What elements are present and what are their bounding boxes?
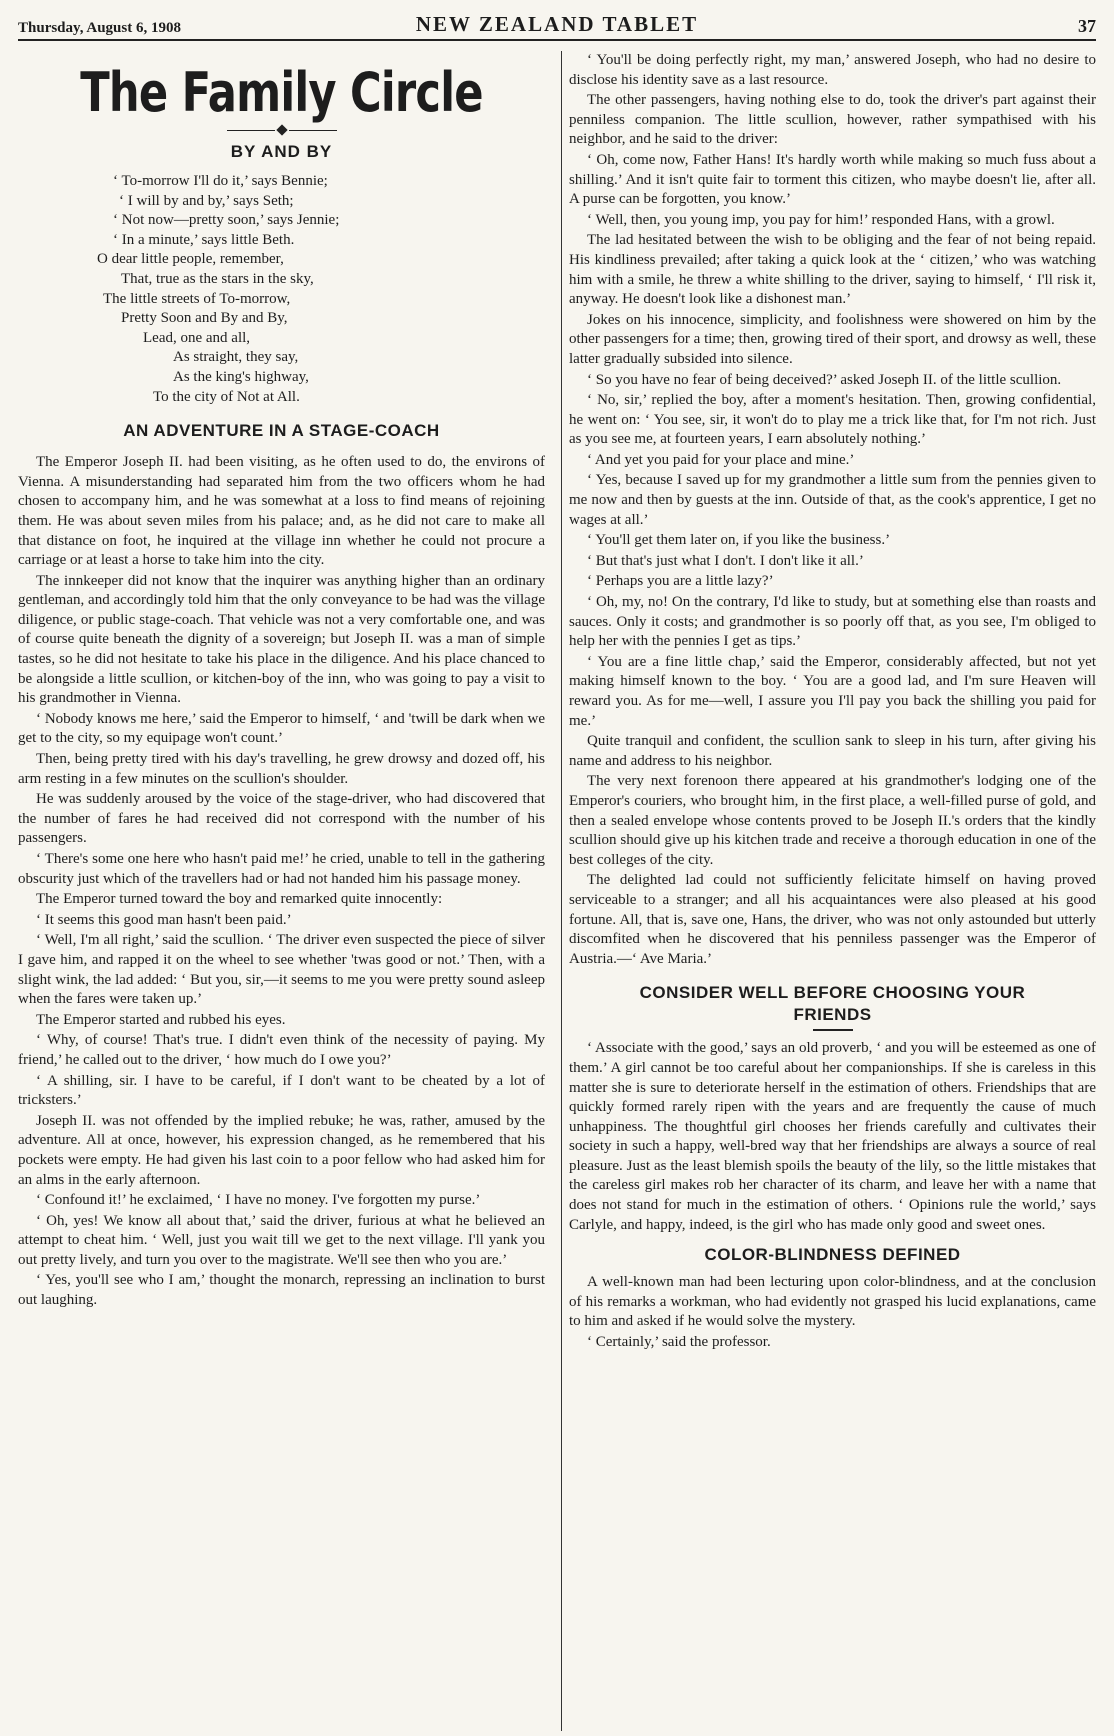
poem-title: BY AND BY — [230, 142, 333, 161]
article-paragraph: ‘ It seems this good man hasn't been paid.’ — [36, 911, 292, 928]
article-paragraph: ‘ You are a fine little chap,’ said the Emperor, considerably affected, but not yet making himself known to the boy. ‘ You are a good lad, and I'm sure Heaven will reward you. As for me—well, I assure you I'll pay you back the shilling you paid for me.’ — [569, 653, 1096, 729]
poem-line: ‘ To-morrow I'll do it,’ says Bennie; — [113, 173, 328, 189]
poem-line: As the king's highway, — [173, 368, 309, 385]
article-paragraph: ‘ But that's just what I don't. I don't like it all.’ — [587, 552, 864, 569]
poem-line: That, true as the stars in the sky, — [121, 270, 314, 287]
article-paragraph: Jokes on his innocence, simplicity, and foolishness were showered on him by the other passengers for a time; then, growing tired of their sport, and drowsy as well, these latter gradually subsided into silence. — [569, 311, 1096, 367]
publication-title: NEW ZEALAND TABLET — [415, 12, 699, 36]
article-paragraph: ‘ And yet you paid for your place and mine.’ — [587, 451, 855, 468]
adventure-title: AN ADVENTURE IN A STAGE-COACH — [123, 421, 440, 441]
poem-line: ‘ In a minute,’ says little Beth. — [113, 231, 295, 248]
article-paragraph: Then, being pretty tired with his day's travelling, he grew drowsy and dozed off, his arm resting in a few minutes on the scullion's shoulder. — [18, 751, 545, 787]
page-header — [18, 12, 1096, 41]
color-blindness-title: COLOR-BLINDNESS DEFINED — [704, 1245, 961, 1265]
columns — [18, 51, 1096, 1736]
page-number: 37 — [1078, 16, 1096, 36]
article-paragraph: ‘ Well, I'm all right,’ said the scullion. ‘ The driver even suspected the piece of silver I gave him, and rapped it on the wheel to see whether 'twas good or not.’ Then, with a slight wink, the lad added: ‘ But you, sir,—it seems to me you were pretty sound asleep when the fares were taken up.’ — [18, 932, 545, 1008]
poem-line: To the city of Not at All. — [153, 388, 300, 405]
article-paragraph: Quite tranquil and confident, the scullion sank to sleep in his turn, after giving his name and address to his neighbor. — [569, 733, 1096, 769]
poem — [97, 172, 545, 407]
right-column — [569, 51, 1096, 1736]
consider-friends-title: CONSIDER WELL BEFORE CHOOSING YOUR — [639, 983, 1026, 1003]
article-paragraph: A well-known man had been lecturing upon color-blindness, and at the conclusion of his remarks a workman, who had evidently not grasped his lucid explanations, came to him and asked if he would solve the mystery. — [569, 1274, 1096, 1330]
ornament-rule — [18, 126, 545, 134]
article-paragraph: The Emperor turned toward the boy and remarked quite innocently: — [36, 891, 443, 908]
article-paragraph: ‘ You'll get them later on, if you like the business.’ — [587, 532, 891, 549]
issue-date: Thursday, August 6, 1908 — [18, 20, 181, 36]
article-paragraph: ‘ Yes, because I saved up for my grandmother a little sum from the pennies given to me now and then by guests at the inn. Outside of that, as the cook's apprentice, I get no wages at all.’ — [569, 472, 1096, 528]
diamond-ornament-icon — [276, 124, 287, 135]
article-paragraph: ‘ There's some one here who hasn't paid me!’ he cried, unable to tell in the gathering obscurity just which of the travellers had or had not handed him his passage money. — [18, 851, 545, 887]
article-paragraph: ‘ Why, of course! That's true. I didn't even think of the necessity of paying. My friend,’ he called out to the driver, ‘ how much do I owe you?’ — [18, 1032, 545, 1068]
article-paragraph: ‘ So you have no fear of being deceived?’ asked Joseph II. of the little scullion. — [587, 371, 1062, 388]
article-paragraph: ‘ Confound it!’ he exclaimed, ‘ I have no money. I've forgotten my purse.’ — [36, 1192, 481, 1209]
article-paragraph: ‘ No, sir,’ replied the boy, after a moment's hesitation. Then, growing confidential, he went on: ‘ You see, sir, it won't do to play me a trick like that, for I'm not rich. Just as you see me, at fourteen years, I earn absolutely nothing.’ — [569, 392, 1096, 448]
poem-line: As straight, they say, — [173, 349, 299, 366]
article-paragraph: ‘ Certainly,’ said the professor. — [587, 1334, 771, 1351]
poem-line: ‘ Not now—pretty soon,’ says Jennie; — [113, 212, 340, 229]
left-column — [18, 51, 545, 1736]
article-paragraph: The other passengers, having nothing else to do, took the driver's part against their penniless companion. The little scullion, however, rather sympathised with his neighbor, and he said to the driver: — [569, 92, 1096, 148]
article-paragraph: ‘ Oh, come now, Father Hans! It's hardly worth while making so much fuss about a shilling.’ And it isn't quite fair to torment this citizen, who maybe doesn't lie, after all. A purse can be forgotten, you know.’ — [569, 151, 1096, 208]
article-paragraph: ‘ Perhaps you are a little lazy?’ — [587, 573, 774, 590]
poem-line: The little streets of To-morrow, — [103, 290, 291, 307]
section-masthead: The Family Circle — [80, 61, 483, 124]
consider-friends-title-line2: FRIENDS — [793, 1005, 872, 1025]
poem-line: Lead, one and all, — [143, 329, 251, 346]
article-paragraph: The very next forenoon there appeared at his grandmother's lodging one of the Emperor's couriers, who brought him, in the first place, a well-filled purse of gold, and then a sealed envelope whose contents proved to be Joseph II.'s orders that the kindly scullion should give up his kitchen trade and receive a thorough education in one of the best colleges of the city. — [569, 773, 1096, 868]
article-paragraph: ‘ Oh, yes! We know all about that,’ said the driver, furious at what he believed an attempt to cheat him. ‘ Well, just you wait till we get to the next village. I'll yank you out pretty lively, and turn you over to the magistrate. We'll see then who you are.’ — [18, 1212, 545, 1268]
article-paragraph: ‘ You'll be doing perfectly right, my man,’ answered Joseph, who had no desire to disclose his identity save as a last resource. — [569, 52, 1096, 88]
poem-line: ‘ I will by and by,’ says Seth; — [119, 192, 294, 209]
article-paragraph: He was suddenly aroused by the voice of the stage-driver, who had discovered that the number of fares he had received did not correspond with the number of his passengers. — [18, 791, 545, 847]
article-paragraph: The delighted lad could not sufficiently felicitate himself on having proved serviceable to a stranger; and all his acquaintances were also pleased at his good fortune. All, that is, save one, Hans, the driver, who was not only astounded but utterly discomfited when he discovered that his penniless passenger was the Emperor of Austria.—‘ Ave Maria.’ — [569, 872, 1096, 967]
poem-line: O dear little people, remember, — [97, 251, 284, 268]
article-paragraph: The Emperor Joseph II. had been visiting, as he often used to do, the environs of Vienna. A misunderstanding had separated him from the two officers whom he had chosen to accompany him, and he was somewhat at a loss to find means of rejoining them. He was about seven miles from his palace; and, as he did not care to make all that distance on foot, he inquired at the village inn whether he could not procure a carriage or at least a horse to take him into the city. — [18, 454, 545, 569]
article-paragraph: The lad hesitated between the wish to be obliging and the fear of not being repaid. His kindliness prevailed; after taking a quick look at the ‘ citizen,’ who was watching him with a smile, he threw a white shilling to the driver, saying to himself, ‘ I'll risk it, anyway. He doesn't look like a dishonest man.’ — [569, 232, 1096, 308]
short-rule — [813, 1029, 853, 1031]
article-paragraph: ‘ Associate with the good,’ says an old proverb, ‘ and you will be esteemed as one of them.’ A girl cannot be too careful about her companionships. If she is careless in this matter she is sure to deteriorate herself in the estimation of others. Friendships that are quickly formed rarely ripen with the years and are frequently the cause of much unhappiness. The thoughtful girl chooses her friends carefully and cultivates their society in such a happy, well-bred way that her friendships are always a source of real pleasure. Just as the least blemish spoils the beauty of the lily, so the little mistakes that the careless girl makes rob her character of its charm, and leave her with a name that does not stand for much in the estimation of others. ‘ Opinions rule the world,’ says Carlyle, and happy, indeed, is the girl who has made only good and sweet ones. — [569, 1040, 1096, 1233]
column-divider — [561, 51, 562, 1731]
article-paragraph: ‘ Nobody knows me here,’ said the Emperor to himself, ‘ and 'twill be dark when we get to the city, so my equipage won't count.’ — [18, 710, 545, 747]
article-paragraph: ‘ Well, then, you young imp, you pay for him!’ responded Hans, with a growl. — [587, 211, 1055, 228]
article-paragraph: ‘ A shilling, sir. I have to be careful, if I don't want to be cheated by a lot of tricksters.’ — [18, 1072, 545, 1109]
article-paragraph: ‘ Oh, my, no! On the contrary, I'd like to study, but at something else than roasts and sauces. Only it costs; and grandmother is so poorly off that, as you see, I'm obliged to help her with the pennies I get as tips.’ — [569, 594, 1096, 650]
article-paragraph: Joseph II. was not offended by the implied rebuke; he was, rather, amused by the adventure. All at once, however, his expression changed, as he remembered that his pockets were empty. He had given his last coin to a poor fellow who had asked him for an alms in the early afternoon. — [18, 1112, 545, 1188]
article-paragraph: The Emperor started and rubbed his eyes. — [36, 1011, 286, 1028]
article-paragraph: ‘ Yes, you'll see who I am,’ thought the monarch, repressing an inclination to burst out laughing. — [18, 1272, 545, 1309]
article-paragraph: The innkeeper did not know that the inquirer was anything higher than an ordinary gentleman, and accordingly told him that the only conveyance to be had was the village diligence, or public stage-coach. That vehicle was not a very comfortable one, and was of course quite beneath the dignity of a sovereign; but Joseph II. was a man of simple tastes, so he did not hesitate to take his place in the diligence. And his place chanced to be alongside a little scullion, or kitchen-boy of the inn, who was going to pay a visit to his grandmother in Vienna. — [18, 572, 545, 707]
poem-line: Pretty Soon and By and By, — [121, 310, 288, 327]
